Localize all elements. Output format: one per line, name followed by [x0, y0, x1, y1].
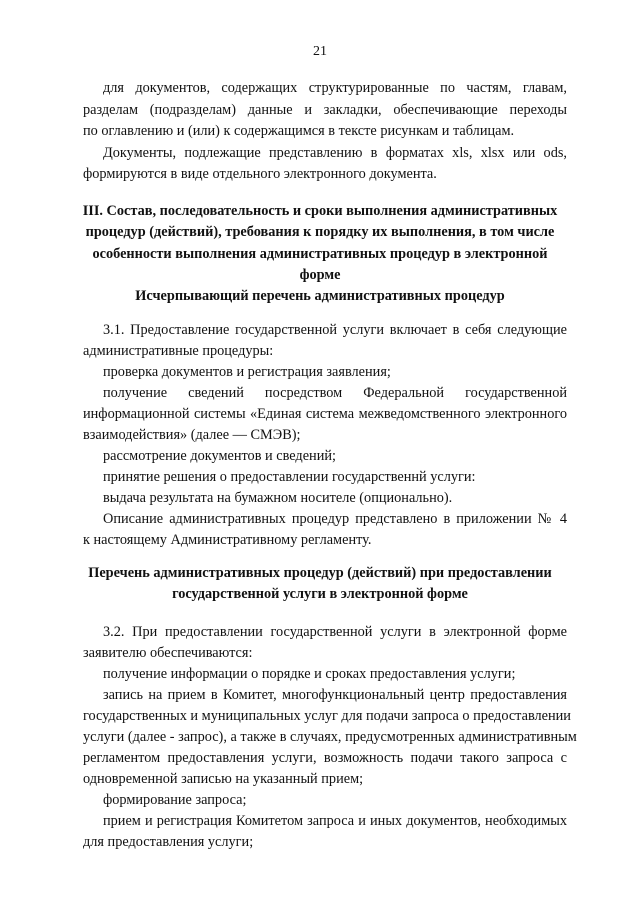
list-item: рассмотрение документов и сведений;: [103, 448, 336, 464]
text-line: заявителю обеспечиваются:: [83, 645, 253, 661]
text-line: взаимодействия» (далее — СМЭВ);: [83, 427, 301, 443]
list-item: получение сведений посредством Федеральной государственной: [103, 385, 567, 401]
subsection-heading-line: Перечень административных процедур (действий) при предоставлении: [88, 565, 552, 581]
text-line: 3.1. Предоставление государственной услуги включает в себя следующие: [103, 322, 567, 338]
text-line: разделам (подразделам) данные и закладки, обеспечивающие переходы: [83, 102, 567, 118]
text-line: для предоставления услуги;: [83, 834, 254, 850]
text-line: информационной системы «Единая система межведомственного электронного: [83, 406, 567, 422]
list-item: прием и регистрация Комитетом запроса и иных документов, необходимых: [103, 813, 567, 829]
text-line: административные процедуры:: [83, 343, 274, 359]
list-item: формирование запроса;: [103, 792, 247, 808]
text-line: услуги (далее - запрос), а также в случаях, предусмотренных административным: [83, 729, 577, 745]
section-heading-line: особенности выполнения административных процедур в электронной: [92, 246, 548, 262]
text-line: одновременной записью на указанный прием;: [83, 771, 364, 787]
section-heading-line: III. Состав, последовательность и сроки выполнения административных: [82, 203, 558, 219]
text-line: к настоящему Административному регламенту.: [83, 532, 372, 548]
text-line: формируются в виде отдельного электронного документа.: [83, 166, 437, 182]
text-line: государственных и муниципальных услуг для подачи запроса о предоставлении: [83, 708, 571, 724]
text-line: регламентом предоставления услуги, возможность подачи такого запроса с: [83, 750, 567, 766]
section-heading-line: форме: [299, 267, 341, 283]
text-line: 3.2. При предоставлении государственной услуги в электронной форме: [103, 624, 567, 640]
list-item: принятие решения о предоставлении государственнй услуги:: [103, 469, 476, 485]
list-item: проверка документов и регистрация заявления;: [103, 364, 391, 380]
subsection-heading: Исчерпывающий перечень административных процедур: [135, 288, 505, 304]
page-number: 21: [313, 44, 327, 59]
subsection-heading-line: государственной услуги в электронной форме: [172, 586, 468, 602]
list-item: выдача результата на бумажном носителе (опционально).: [103, 490, 453, 506]
text-line: Документы, подлежащие представлению в форматах xls, xlsx или ods,: [103, 145, 567, 161]
list-item: запись на прием в Комитет, многофункциональный центр предоставления: [103, 687, 567, 703]
section-heading-line: процедур (действий), требования к порядку их выполнения, в том числе: [85, 224, 555, 240]
text-line: Описание административных процедур представлено в приложении № 4: [103, 511, 567, 527]
text-line: для документов, содержащих структурированные по частям, главам,: [103, 80, 567, 96]
list-item: получение информации о порядке и сроках предоставления услуги;: [103, 666, 516, 682]
text-line: по оглавлению и (или) к содержащимся в тексте рисункам и таблицам.: [83, 123, 515, 139]
